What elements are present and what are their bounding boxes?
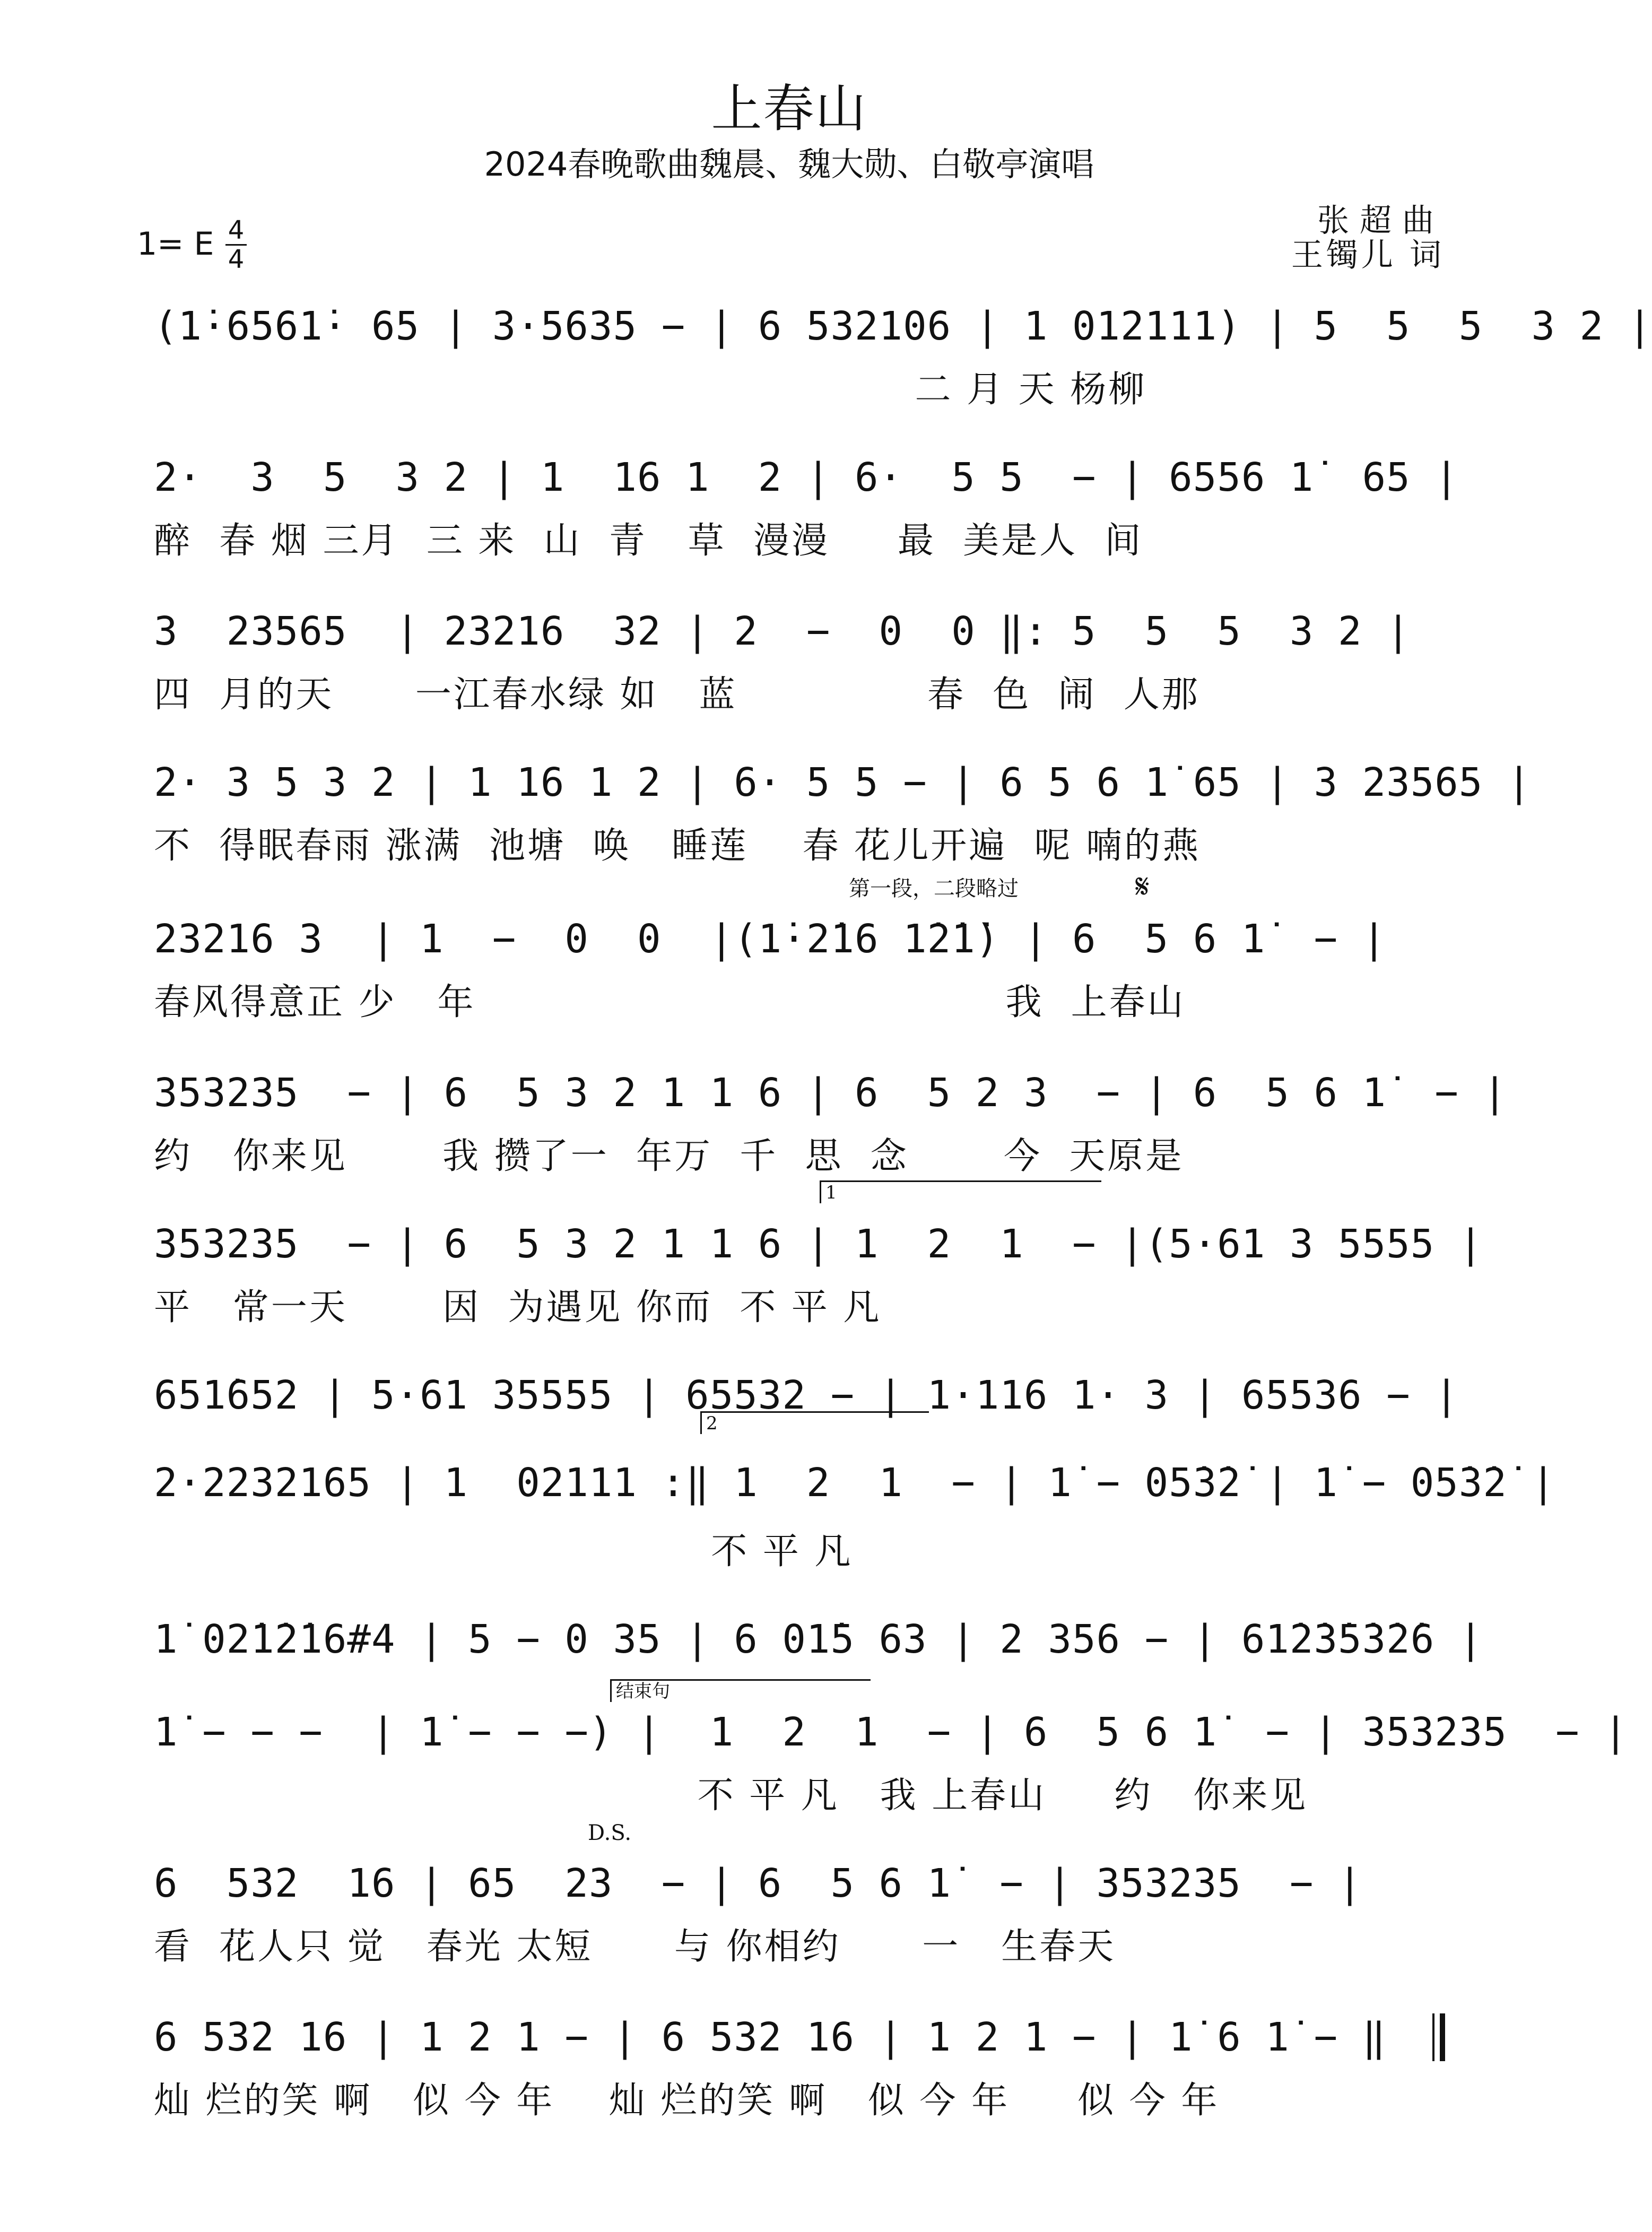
score-line-6-lyrics: 约 你来见 我 攒了一 年万 千 思 念 今 天原是 bbox=[154, 1135, 1184, 1177]
composer-credit: 张超曲 bbox=[1317, 202, 1445, 239]
score-line-12-notes: 6 532 16 | 65 23 − | 6 5 6 1̇ − | 353235 − | bbox=[154, 1861, 1362, 1906]
final-thick-barline bbox=[1440, 2013, 1445, 2061]
time-signature bbox=[225, 215, 247, 274]
time-signature-bottom: 4 bbox=[228, 245, 245, 274]
score-line-8-notes: 651̇652 | 5·61 35555 | 65532 − | 1·116 1· 3 | 65536 − | bbox=[154, 1373, 1459, 1418]
score-line-1-lyrics: 二 月 天 杨柳 bbox=[154, 369, 1147, 411]
song-title: 上春山 bbox=[711, 79, 867, 138]
score-line-13-lyrics: 灿 烂的笑 啊 似 今 年 灿 烂的笑 啊 似 今 年 似 今 年 bbox=[154, 2080, 1220, 2122]
score-line-5-notes: 23216 3 | 1 − 0 0 |(1̇·2̇16 1̇2̇1̇) | 6 5 6 1̇ − | bbox=[154, 916, 1387, 962]
skip-note: 第一段，二段略过 bbox=[849, 876, 1019, 901]
score-line-5-lyrics: 春风得意正 少 年 我 上春山 bbox=[154, 982, 1186, 1023]
score-line-1-notes: (1̇·6561̇· 65 | 3·5635 − | 6 532106 | 1 012111) | 5 5 5 3 2 | bbox=[154, 303, 1652, 349]
final-thin-barline bbox=[1432, 2013, 1434, 2061]
ending-bracket: 结束句 bbox=[610, 1679, 871, 1702]
score-line-10-notes: 1̇ 02̇1̇2̇16#4 | 5 − 0 35 | 6 01̇5 63 | 2 356 − | 61̇2̇3̇5̇3̇2̇6 | bbox=[154, 1617, 1483, 1662]
score-line-3-lyrics: 四 月的天 一江春水绿 如 蓝 春 色 闹 人那 bbox=[154, 674, 1200, 716]
score-line-4-lyrics: 不 得眠春雨 涨满 池塘 唤 睡莲 春 花儿开遍 呢 喃的燕 bbox=[154, 825, 1201, 867]
score-line-6-notes: 353235 − | 6 5 3 2 1 1 6 | 6 5 2 3 − | 6 5 6 1̇ − | bbox=[154, 1070, 1507, 1116]
volta-1-bracket: 1 bbox=[820, 1180, 1101, 1203]
score-line-2-lyrics: 醉 春 烟 三月 三 来 山 青 草 漫漫 最 美是人 间 bbox=[154, 520, 1143, 562]
time-signature-top: 4 bbox=[228, 215, 245, 245]
score-line-9-lyrics: 不 平 凡 bbox=[154, 1531, 853, 1573]
volta-2-bracket: 2 bbox=[700, 1411, 929, 1434]
score-line-7-notes: 353235 − | 6 5 3 2 1 1 6 | 1 2 1 − |(5·61 3 5555 | bbox=[154, 1221, 1483, 1267]
da-segno-mark: D.S. bbox=[588, 1821, 632, 1845]
song-subtitle: 2024春晚歌曲魏晨、魏大勋、白敬亭演唱 bbox=[484, 145, 1094, 184]
score-line-12-lyrics: 看 花人只 觉 春光 太短 与 你相约 一 生春天 bbox=[154, 1926, 1116, 1968]
key-signature: 1= E bbox=[137, 225, 214, 263]
score-line-7-lyrics: 平 常一天 因 为遇见 你而 不 平 凡 bbox=[154, 1287, 882, 1328]
score-line-4-notes: 2· 3 5 3 2 | 1 16 1 2 | 6· 5 5 − | 6 5 6 1̇ 65 | 3 23565 | bbox=[154, 760, 1532, 805]
score-line-11-lyrics: 不 平 凡 我 上春山 约 你来见 bbox=[154, 1775, 1308, 1817]
segno-sign: 𝄋 bbox=[1135, 867, 1150, 906]
score-line-2-notes: 2· 3 5 3 2 | 1 16 1 2 | 6· 5 5 − | 6556 1̇ 65 | bbox=[154, 455, 1459, 500]
score-line-11-notes: 1̇ − − − | 1̇ − − −) | 1 2 1 − | 6 5 6 1̇ − | 353235 − | bbox=[154, 1709, 1628, 1755]
score-line-3-notes: 3 23565 | 23216 32 | 2 − 0 0 ‖: 5 5 5 3 2 | bbox=[154, 609, 1411, 654]
lyricist-credit: 王镯儿 词 bbox=[1291, 237, 1445, 274]
score-line-9-notes: 2·2232165 | 1 02111 :‖ 1 2 1 − | 1̇ − 05̇3̇2̇ | 1̇ − 05̇3̇2̇ | bbox=[154, 1460, 1556, 1506]
score-line-13-notes: 6 532 16 | 1 2 1 − | 6 532 16 | 1 2 1 − | 1̇ 6 1̇ − ‖ bbox=[154, 2014, 1387, 2060]
